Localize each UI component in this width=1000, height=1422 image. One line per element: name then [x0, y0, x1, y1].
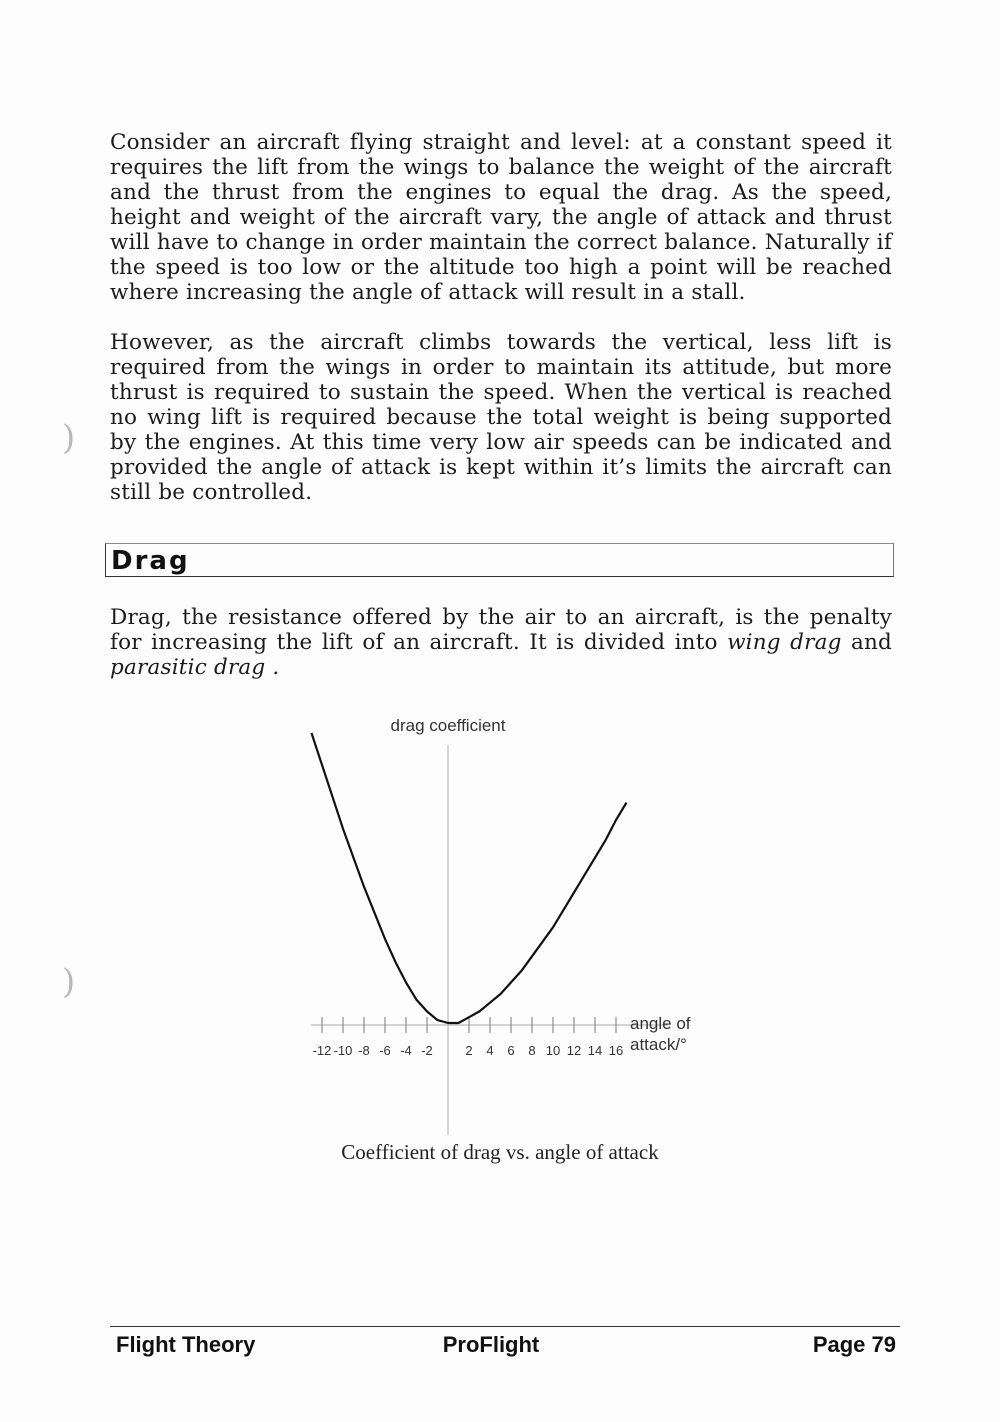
term-wing-drag: wing drag: [727, 630, 842, 655]
drag-curve-line: [312, 733, 627, 1023]
x-tick-label: 12: [566, 1043, 582, 1058]
term-parasitic-drag: parasitic drag .: [110, 655, 280, 680]
paragraph-text: Drag, the resistance offered by the air to an aircraft, is the penalty for increasing the lift of an aircraft. It is divided into: [110, 605, 892, 655]
paragraph-drag-definition: [110, 605, 892, 680]
figure-caption: Coefficient of drag vs. angle of attack: [341, 1140, 659, 1164]
x-tick-label: 4: [486, 1043, 494, 1058]
x-axis-label: attack/°: [630, 1035, 687, 1054]
drag-coefficient-chart: [300, 705, 720, 1145]
section-title: Drag: [111, 546, 190, 576]
x-tick-label: 10: [545, 1043, 561, 1058]
x-tick-label: 6: [507, 1043, 515, 1058]
x-tick-label: 16: [608, 1043, 624, 1058]
footer-book-title: Flight Theory: [116, 1332, 256, 1357]
paragraph-text: and: [841, 630, 892, 655]
x-axis-label: angle of: [630, 1014, 691, 1033]
x-tick-label: -12: [312, 1043, 332, 1058]
footer-page-number: Page 79: [812, 1332, 896, 1357]
section-heading-box: [105, 543, 894, 577]
margin-bracket-mark: ): [62, 418, 76, 458]
paragraph-vertical-climb: However, as the aircraft climbs towards the vertical, less lift is required from the wings in order to maintain its attitude, but more thrust is required to sustain the speed. When the vertical is reached no wing lift is required because the total weight is being supported by the engines. At this time very low air speeds can be indicated and provided the angle of attack is kept within it’s limits the aircraft can still be controlled.: [110, 330, 892, 505]
x-tick-label: -4: [400, 1043, 412, 1058]
x-tick-label: -10: [333, 1043, 353, 1058]
x-tick-label: -2: [421, 1043, 433, 1058]
x-tick-label: -6: [379, 1043, 391, 1058]
x-tick-label: 8: [528, 1043, 536, 1058]
x-tick-label: -8: [358, 1043, 370, 1058]
x-tick-label: 2: [465, 1043, 473, 1058]
footer-publisher: ProFlight: [442, 1332, 540, 1357]
paragraph-straight-level-flight: Consider an aircraft flying straight and level: at a constant speed it requires the lift from the wings to balance the weight of the aircraft and the thrust from the engines to equal the drag. As the speed, height and weight of the aircraft vary, the angle of attack and thrust will have to change in order maintain the correct balance. Naturally if the speed is too low or the altitude too high a point will be reached where increasing the angle of attack will result in a stall.: [110, 130, 892, 305]
x-tick-label: 14: [587, 1043, 603, 1058]
footer-divider: [110, 1326, 900, 1327]
margin-bracket-mark: ): [62, 962, 76, 1002]
y-axis-label: drag coefficient: [390, 716, 506, 735]
